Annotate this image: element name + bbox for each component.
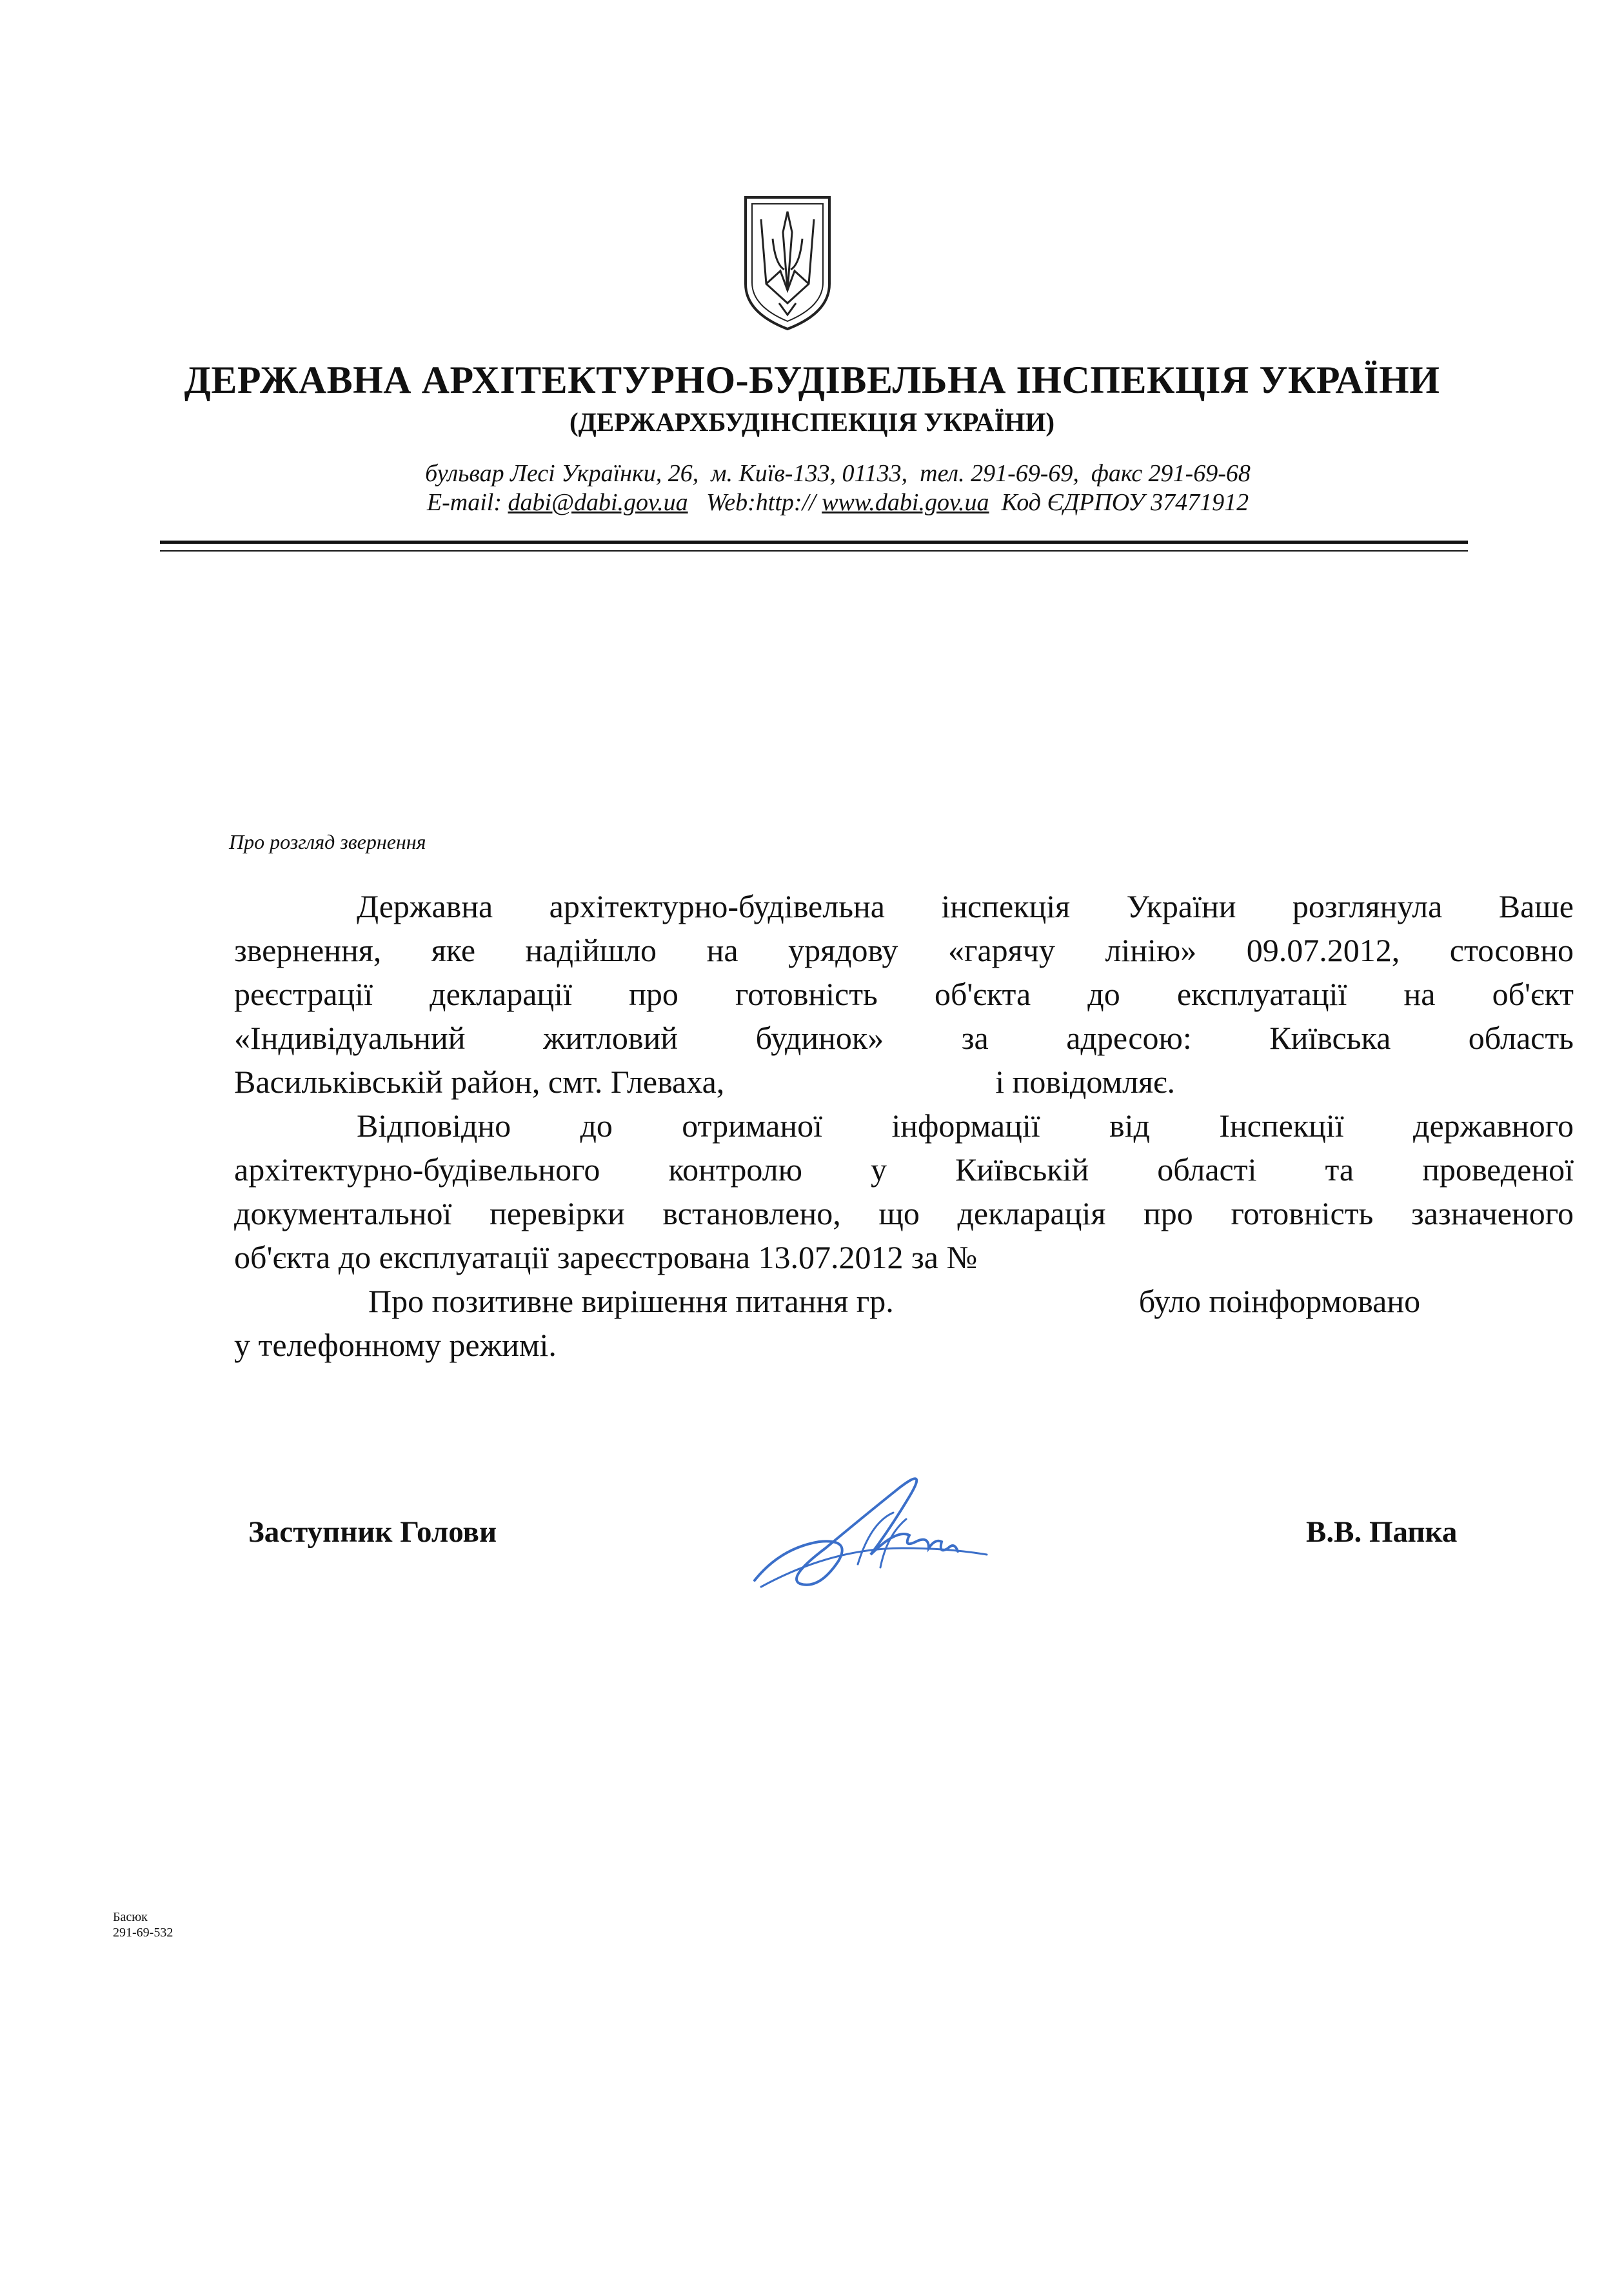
informed-text-end: було поінформовано: [1138, 1283, 1421, 1319]
executor-name: Басюк: [113, 1910, 148, 1924]
header-divider-thin: [160, 550, 1468, 552]
paragraph-3-line-1: [234, 1282, 1574, 1320]
letter-subject: Про розгляд звернення: [229, 830, 426, 853]
edrpou-code: Код ЄДРПОУ 37471912: [989, 489, 1249, 516]
organization-title: ДЕРЖАВНА АРХІТЕКТУРНО-БУДІВЕЛЬНА ІНСПЕКЦІЯ УКРАЇНИ: [184, 359, 1440, 401]
paragraph-1-line-4: «Індивідуальний житловий будинок» за адресою: Київська область: [234, 1020, 1574, 1056]
executor-phone: 291-69-532: [113, 1926, 173, 1940]
email-link[interactable]: dabi@dabi.gov.ua: [508, 489, 688, 516]
web-label: Web:http://: [688, 489, 822, 516]
web-link[interactable]: www.dabi.gov.ua: [822, 489, 989, 516]
address-line: бульвар Лесі Українки, 26, м. Київ-133, 01133, тел. 291-69-69, факс 291-69-68: [425, 460, 1251, 487]
contact-line: [0, 488, 1624, 517]
organization-abbreviation: (ДЕРЖАРХБУДІНСПЕКЦІЯ УКРАЇНИ): [569, 407, 1055, 437]
paragraph-2-line-1: Відповідно до отриманої інформації від Інспекції державного: [357, 1108, 1574, 1144]
informed-text: Про позитивне вирішення питання гр.: [368, 1283, 894, 1319]
header-divider-thick: [160, 541, 1468, 544]
paragraph-2-line-2: архітектурно-будівельного контролю у Київській області та проведеної: [234, 1151, 1574, 1188]
paragraph-1-line-1: Державна архітектурно-будівельна інспекція України розглянула Ваше: [357, 888, 1574, 924]
handwritten-signature-icon: [742, 1451, 1000, 1613]
paragraph-2-line-4: об'єкта до експлуатації зареєстрована 13.07.2012 за №: [234, 1239, 978, 1275]
paragraph-1-line-5: [234, 1062, 1574, 1101]
paragraph-1-line-2: звернення, яке надійшло на урядову «гарячу лінію» 09.07.2012, стосовно: [234, 932, 1574, 968]
notify-text: і повідомляє.: [995, 1064, 1175, 1100]
signatory-name: В.В. Папка: [1306, 1515, 1458, 1549]
address-text: Васильківській район, смт. Глеваха,: [234, 1064, 725, 1100]
paragraph-3-line-2: у телефонному режимі.: [234, 1327, 557, 1363]
paragraph-1-line-3: реєстрації декларації про готовність об'єкта до експлуатації на об'єкт: [234, 976, 1574, 1012]
signatory-position: Заступник Голови: [248, 1515, 497, 1549]
trident-emblem-icon: [742, 194, 833, 332]
email-label: E-mail:: [426, 489, 508, 516]
executor-info: [113, 1909, 173, 1940]
paragraph-2-line-3: документальної перевірки встановлено, що декларація про готовність зазначеного: [234, 1195, 1574, 1231]
